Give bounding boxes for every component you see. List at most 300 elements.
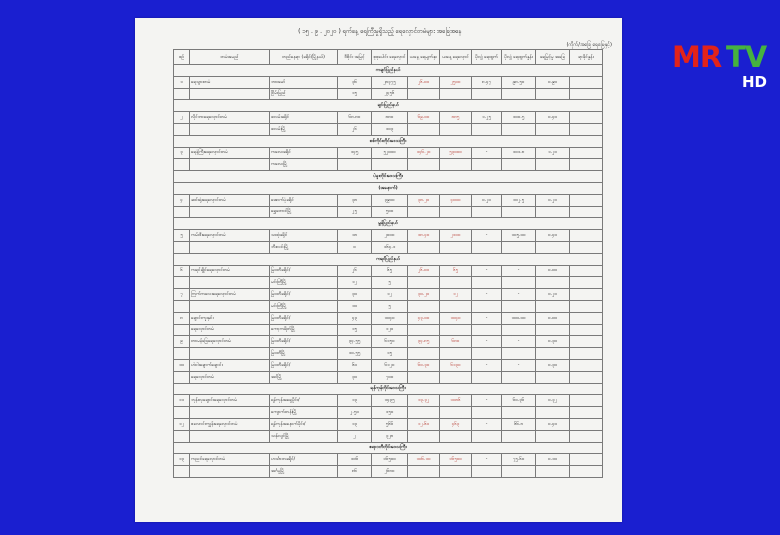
cell-c5: - (472, 418, 502, 430)
cell-c4 (440, 407, 472, 419)
cell-spacer (570, 466, 603, 478)
cell-loc: အင်္ဂပူမြို့ (270, 466, 338, 478)
cell-c2: ၅၀၀ (372, 206, 408, 218)
cell-no: ၁၃ (174, 454, 190, 466)
section-row (174, 135, 603, 147)
cell-c3 (408, 407, 440, 419)
table-row (174, 336, 603, 348)
section-title: ပဲခူးတိုင်းဒေသကြီး (174, 171, 603, 183)
cell-c2: ၃၉၀၀ (372, 194, 408, 206)
cell-c2 (372, 159, 408, 171)
cell-c7: ၀.၀၀ (536, 312, 570, 324)
cell-loc: ကျောက်တန်းမြို့ (270, 407, 338, 419)
cell-no: ၆ (174, 265, 190, 277)
cell-c1: ၂၅ (338, 206, 372, 218)
cell-c7: ၀.၃၂ (536, 395, 570, 407)
cell-name: ချောင်းကူးနှင်း (190, 312, 270, 324)
section-title: ဧရာဝတီတိုင်းဒေသကြီး (174, 442, 603, 454)
column-header: ယနေ့ ရေမျက်နှာ (408, 50, 440, 65)
cell-c3: ၂၆.၀၀ (408, 265, 440, 277)
cell-c6: ၆၆.၈ (502, 418, 536, 430)
cell-name (190, 466, 270, 478)
cell-c1: ၈၆ (338, 466, 372, 478)
section-row (174, 65, 603, 77)
cell-no (174, 300, 190, 312)
cell-no: ၁၁ (174, 395, 190, 407)
cell-c4 (440, 277, 472, 289)
cell-spacer (570, 348, 603, 360)
cell-c7: ၀.၄၀ (536, 230, 570, 242)
logo-hd: HD (742, 73, 768, 91)
cell-c3 (408, 159, 440, 171)
cell-c3 (408, 123, 440, 135)
cell-spacer (570, 289, 603, 301)
cell-spacer (570, 194, 603, 206)
cell-loc: ဖလမ်းခရိုင် (270, 112, 338, 124)
table-row (174, 466, 603, 478)
cell-c4 (440, 206, 472, 218)
cell-c4: ၁၆၅၀၀ (440, 454, 472, 466)
cell-c1: ၆၈.၈၀ (338, 112, 372, 124)
cell-c5 (472, 324, 502, 336)
cell-c2: ၅ (372, 277, 408, 289)
column-header: ဒီဇိုင်း အမြင့် (338, 50, 372, 65)
cell-c3 (408, 241, 440, 253)
cell-loc: မင်းတြီမြို့ (270, 300, 338, 312)
cell-c2: ၆၁၅၀ (372, 336, 408, 348)
cell-c6 (502, 277, 536, 289)
cell-c6 (502, 430, 536, 442)
cell-c4: ၁၀၄၀ (440, 312, 472, 324)
column-header: ပိုလျှံ ရေထွက်နှုန်း (502, 50, 536, 65)
cell-c4: ၆၅ (440, 265, 472, 277)
cell-c7: ၀.၁၀ (536, 454, 570, 466)
cell-c3 (408, 348, 440, 360)
cell-c3 (408, 88, 440, 100)
cell-c2: ၂၈၃၇၅ (372, 76, 408, 88)
cell-name (190, 407, 270, 419)
cell-loc: မြဝတီခရိုင်/ (270, 336, 338, 348)
cell-spacer (570, 336, 603, 348)
cell-c6 (502, 241, 536, 253)
table-row (174, 324, 603, 336)
table-row (174, 88, 603, 100)
cell-loc: ဟင်္သာတခရိုင်/ (270, 454, 338, 466)
cell-c4: ၂၁၀၀ (440, 230, 472, 242)
cell-no (174, 324, 190, 336)
table-row (174, 289, 603, 301)
cell-loc: အင်မြို့ (270, 371, 338, 383)
cell-c2: ၁၆၄.၁ (372, 241, 408, 253)
table-row (174, 277, 603, 289)
page-header: ( ၁၅ . ၉ . ၂၀၂၀ ) ရက်နေ့ ရေကြီးမှုရှိသည့် ရေလှောင်တမံများ အခြေအနေ (298, 28, 462, 35)
cell-c5 (472, 407, 502, 419)
cell-loc: ဘီးလင်းမြို့ (270, 241, 338, 253)
cell-name (190, 159, 270, 171)
cell-no: ၂ (174, 112, 190, 124)
cell-c1: ၂၆ (338, 123, 372, 135)
cell-no: ၁၀ (174, 359, 190, 371)
table-row (174, 430, 603, 442)
cell-c6: - (502, 359, 536, 371)
cell-c5 (472, 277, 502, 289)
cell-c1: ၂.၅၀ (338, 407, 372, 419)
cell-c7 (536, 430, 570, 442)
section-row (174, 100, 603, 112)
cell-c1: ၁၃ (338, 418, 372, 430)
column-header: ယနေ့ ရေလှောင် (440, 50, 472, 65)
cell-spacer (570, 324, 603, 336)
cell-c6 (502, 324, 536, 336)
cell-c6: ၆၀.၃၆ (502, 395, 536, 407)
table-row (174, 206, 603, 218)
cell-no: ၃ (174, 147, 190, 159)
column-header: စုစုပေါင်း ရေလှောင် (372, 50, 408, 65)
cell-spacer (570, 371, 603, 383)
cell-c1: ၆၀ (338, 359, 372, 371)
cell-name: လိုင်ဘာရေလှောင်တမံ (190, 112, 270, 124)
table-row (174, 371, 603, 383)
cell-no (174, 407, 190, 419)
table-row (174, 418, 603, 430)
cell-c3: ၁၂.၆၀ (408, 418, 440, 430)
cell-c6: ၁၀၂.၅ (502, 194, 536, 206)
cell-name: ကြက်ကလေးရေလှောင်တမံ (190, 289, 270, 301)
cell-loc: မြဝတီခရိုင်/ (270, 289, 338, 301)
cell-name: ကရင်ချိုင်ရေလှောင်တမံ (190, 265, 270, 277)
cell-name (190, 88, 270, 100)
cell-c7 (536, 324, 570, 336)
cell-spacer (570, 407, 603, 419)
table-row (174, 300, 603, 312)
cell-name (190, 241, 270, 253)
cell-c2: ၁၂ (372, 289, 408, 301)
cell-c3: ၁၃.၃၂ (408, 395, 440, 407)
cell-spacer (570, 88, 603, 100)
cell-c5 (472, 88, 502, 100)
cell-c6 (502, 407, 536, 419)
cell-spacer (570, 454, 603, 466)
cell-no: ၄ (174, 194, 190, 206)
cell-c2: ၅ (372, 300, 408, 312)
section-title: ချင်းပြည်နယ် (174, 100, 603, 112)
cell-c2: ၂၄၅၆ (372, 88, 408, 100)
cell-c4: ၄၀၀၀ (440, 194, 472, 206)
mrtv-hd-logo (672, 41, 776, 101)
cell-spacer (570, 418, 603, 430)
section-row (174, 442, 603, 454)
column-header: စဉ် (174, 50, 190, 65)
cell-spacer (570, 76, 603, 88)
cell-loc: မြဝတီခရိုင်/ (270, 359, 338, 371)
cell-name: ရေနံကြီးရေလှောင်တမံ (190, 147, 270, 159)
cell-c1: ၃၀ (338, 289, 372, 301)
column-header: ရေမြင့်မှု အခြေ (536, 50, 570, 65)
cell-c5: - (472, 147, 502, 159)
cell-c2: ၆၁၂၀ (372, 359, 408, 371)
cell-loc: ရန်ကုန်အရှေ့ပိုင်း/ (270, 395, 338, 407)
table-row (174, 395, 603, 407)
section-row (174, 383, 603, 395)
cell-c4: ၆၈၀ (440, 336, 472, 348)
table-row (174, 407, 603, 419)
cell-c3: ၁၈.၄၀ (408, 230, 440, 242)
cell-c3: ၆၉.၀၀ (408, 112, 440, 124)
cell-no (174, 348, 190, 360)
cell-c3 (408, 371, 440, 383)
cell-c5 (472, 300, 502, 312)
cell-loc: မြဝတီခရိုင်/ (270, 265, 338, 277)
cell-spacer (570, 300, 603, 312)
cell-c7: ၀.၀၀ (536, 265, 570, 277)
cell-c5 (472, 430, 502, 442)
cell-c7 (536, 348, 570, 360)
cell-spacer (570, 123, 603, 135)
cell-c1: ၁၃ (338, 395, 372, 407)
cell-c1: ၄၃ (338, 312, 372, 324)
cell-no (174, 206, 190, 218)
cell-c7 (536, 407, 570, 419)
cell-c3 (408, 324, 440, 336)
cell-c4: ၅၃၀၀၀ (440, 147, 472, 159)
cell-c6: ၁၀၁.၈ (502, 147, 536, 159)
cell-c1: ၁၂ (338, 277, 372, 289)
section-row (174, 182, 603, 194)
cell-no (174, 241, 190, 253)
cell-c2: ၇၀၀ (372, 371, 408, 383)
cell-spacer (570, 159, 603, 171)
cell-loc: ရွှေတောင်မြို့ (270, 206, 338, 218)
table-row (174, 348, 603, 360)
cell-no: ၁ (174, 76, 190, 88)
cell-spacer (570, 230, 603, 242)
table-row (174, 76, 603, 88)
cell-c5: - (472, 395, 502, 407)
table-row (174, 241, 603, 253)
cell-c3: ၂၆.၀၀ (408, 76, 440, 88)
cell-no (174, 88, 190, 100)
reservoir-table (173, 49, 603, 478)
cell-no: ၁၂ (174, 418, 190, 430)
cell-c6: ၉၈.၅၀ (502, 76, 536, 88)
cell-c4: ၄၆၃ (440, 418, 472, 430)
cell-c2: ၁၀၃ (372, 123, 408, 135)
cell-name (190, 206, 270, 218)
cell-c4 (440, 241, 472, 253)
cell-spacer (570, 206, 603, 218)
cell-c6: - (502, 265, 536, 277)
cell-c6 (502, 466, 536, 478)
cell-loc: မင်းတြီမြို့ (270, 277, 338, 289)
cell-no (174, 466, 190, 478)
cell-c3: ၁၀၆.၁၀ (408, 454, 440, 466)
cell-no (174, 123, 190, 135)
cell-c5 (472, 466, 502, 478)
cell-c6: ၁၀၀.၀၀ (502, 312, 536, 324)
cell-c1: ၁၀.၅၅ (338, 348, 372, 360)
cell-loc: မြဝတီခရိုင်/ (270, 312, 338, 324)
cell-c2: ၆၅ (372, 265, 408, 277)
cell-c7 (536, 123, 570, 135)
cell-name: ကညင်ရေလှောင်တမံ (190, 454, 270, 466)
cell-c7 (536, 206, 570, 218)
cell-c6: ၁၀၅.၀၀ (502, 230, 536, 242)
cell-c5 (472, 241, 502, 253)
table-row (174, 112, 603, 124)
section-title: ရန်ကုန်တိုင်းဒေသကြီး (174, 383, 603, 395)
cell-spacer (570, 430, 603, 442)
cell-c6: - (502, 336, 536, 348)
cell-loc: ကော့ကရိတ်မြို့ (270, 324, 338, 336)
column-header: တည်နေရာ (ခရိုင်/မြို့နယ်) (270, 50, 338, 65)
cell-loc: သန်လျင်မြို့ (270, 430, 338, 442)
cell-c7 (536, 241, 570, 253)
page-unit-note: (ကိုက်/အခြေ ရေမြေနှင့်) (566, 42, 612, 48)
cell-c2: ၃၂၈ (372, 430, 408, 442)
cell-name: ဟဲငါးချောက်ချောင်း (190, 359, 270, 371)
cell-loc: အောက်ပုံခရိုင် (270, 194, 338, 206)
cell-no (174, 159, 190, 171)
cell-c5 (472, 123, 502, 135)
logo-tv: TV (726, 40, 767, 74)
cell-c1: ၃၆ (338, 76, 372, 88)
table-row (174, 159, 603, 171)
cell-c1: ၁၀၆ (338, 454, 372, 466)
cell-c7 (536, 88, 570, 100)
column-header: ပိုလျှံ ရေထွက် (472, 50, 502, 65)
cell-c7 (536, 371, 570, 383)
section-title: ကချင်ပြည်နယ် (174, 65, 603, 77)
cell-c5 (472, 159, 502, 171)
section-row (174, 253, 603, 265)
cell-c1 (338, 159, 372, 171)
cell-c7: ၀.၃၀ (536, 336, 570, 348)
cell-c4: ၂၅၀၀ (440, 76, 472, 88)
cell-c2: ၁၀၄၀ (372, 312, 408, 324)
cell-c1: ၁၄၅ (338, 147, 372, 159)
cell-c2: ၅၆၆ (372, 418, 408, 430)
cell-c2: ၅၂၀၀၀ (372, 147, 408, 159)
cell-c5: - (472, 289, 502, 301)
cell-name: တာမန်ဖြေရေလှောင်တမံ (190, 336, 270, 348)
cell-name (190, 430, 270, 442)
cell-c5: - (472, 265, 502, 277)
table-row (174, 123, 603, 135)
cell-c3: ၃၈.၂၀ (408, 194, 440, 206)
cell-c2: ၂၆၈၀ (372, 466, 408, 478)
cell-c2: ၁၆၅၀၀ (372, 454, 408, 466)
cell-no: ၈ (174, 312, 190, 324)
column-header: တမံအမည် (190, 50, 270, 65)
cell-c6 (502, 88, 536, 100)
cell-spacer (570, 312, 603, 324)
cell-spacer (570, 359, 603, 371)
table-row (174, 265, 603, 277)
cell-c4 (440, 300, 472, 312)
cell-loc: မြဝတီမြို့ (270, 348, 338, 360)
cell-c6 (502, 300, 536, 312)
table-row (174, 147, 603, 159)
cell-c4 (440, 88, 472, 100)
column-header: ရာခိုင်နှုန်း (570, 50, 603, 65)
cell-c5: ၀.၂၀ (472, 194, 502, 206)
cell-c4 (440, 123, 472, 135)
cell-name: ဇလောင်းကျွန်းရေလှောင်တမံ (190, 418, 270, 430)
cell-name (190, 123, 270, 135)
cell-c7: ၀.၂၀ (536, 194, 570, 206)
cell-c3 (408, 430, 440, 442)
cell-c3 (408, 466, 440, 478)
cell-c2: ၁၅ (372, 348, 408, 360)
cell-name (190, 348, 270, 360)
cell-c4 (440, 348, 472, 360)
cell-c6 (502, 348, 536, 360)
cell-spacer (570, 147, 603, 159)
cell-c3: ၃၀.၂၀ (408, 289, 440, 301)
cell-loc: ကလေးမြို့ (270, 159, 338, 171)
section-title: မွန်ပြည်နယ် (174, 218, 603, 230)
cell-c5: - (472, 230, 502, 242)
cell-c1: ၃၄.၅၅ (338, 336, 372, 348)
cell-c3: ၁၄၆.၂၀ (408, 147, 440, 159)
cell-c2: ၈၈၀ (372, 112, 408, 124)
cell-c6 (502, 206, 536, 218)
section-title: စစ်ကိုင်းတိုင်းဒေသကြီး (174, 135, 603, 147)
cell-c6: ၁၀၀.၅ (502, 112, 536, 124)
cell-c1: ၁၈ (338, 230, 372, 242)
cell-no: ၇ (174, 289, 190, 301)
cell-c4 (440, 159, 472, 171)
cell-c3 (408, 206, 440, 218)
cell-c1: ၀ (338, 241, 372, 253)
cell-c4 (440, 324, 472, 336)
cell-c3: ၃၄.၈၅ (408, 336, 440, 348)
cell-c4: ၆၁၃၀ (440, 359, 472, 371)
cell-c2: ၁၅၀ (372, 407, 408, 419)
cell-loc: သထုံခရိုင် (270, 230, 338, 242)
cell-c3: ၆၀.၃၀ (408, 359, 440, 371)
cell-c7: ၀.၂၀ (536, 289, 570, 301)
cell-c6 (502, 123, 536, 135)
cell-c1: ၂ (338, 430, 372, 442)
table-row (174, 194, 603, 206)
cell-c2: ၁၄၃၅ (372, 395, 408, 407)
section-row (174, 171, 603, 183)
cell-c1: ၃၈ (338, 194, 372, 206)
cell-c5: - (472, 359, 502, 371)
cell-c1: ၂၆ (338, 265, 372, 277)
cell-c5: - (472, 336, 502, 348)
cell-spacer (570, 241, 603, 253)
cell-c5 (472, 348, 502, 360)
table-row (174, 312, 603, 324)
cell-c6: ၇၅.၆၀ (502, 454, 536, 466)
cell-c4 (440, 371, 472, 383)
cell-c7: ၀.၄၀ (536, 418, 570, 430)
cell-name: ရေလှောင်တမံ (190, 371, 270, 383)
cell-c7 (536, 466, 570, 478)
cell-name: ရေလှောင်တမံ (190, 324, 270, 336)
cell-name: ရေသွားတမံ (190, 76, 270, 88)
cell-name: ဘုန်းလှချောင်းရေလှောင်တမံ (190, 395, 270, 407)
cell-c7: ၀.၄၀ (536, 112, 570, 124)
section-title: (အနောက်) (174, 182, 603, 194)
cell-c5: ၁.၂၅ (472, 112, 502, 124)
section-title: ကရင်ပြည်နယ် (174, 253, 603, 265)
cell-c3 (408, 300, 440, 312)
cell-loc: ဖလမ်းမြို့ (270, 123, 338, 135)
cell-c7: ၀.၃၀ (536, 359, 570, 371)
